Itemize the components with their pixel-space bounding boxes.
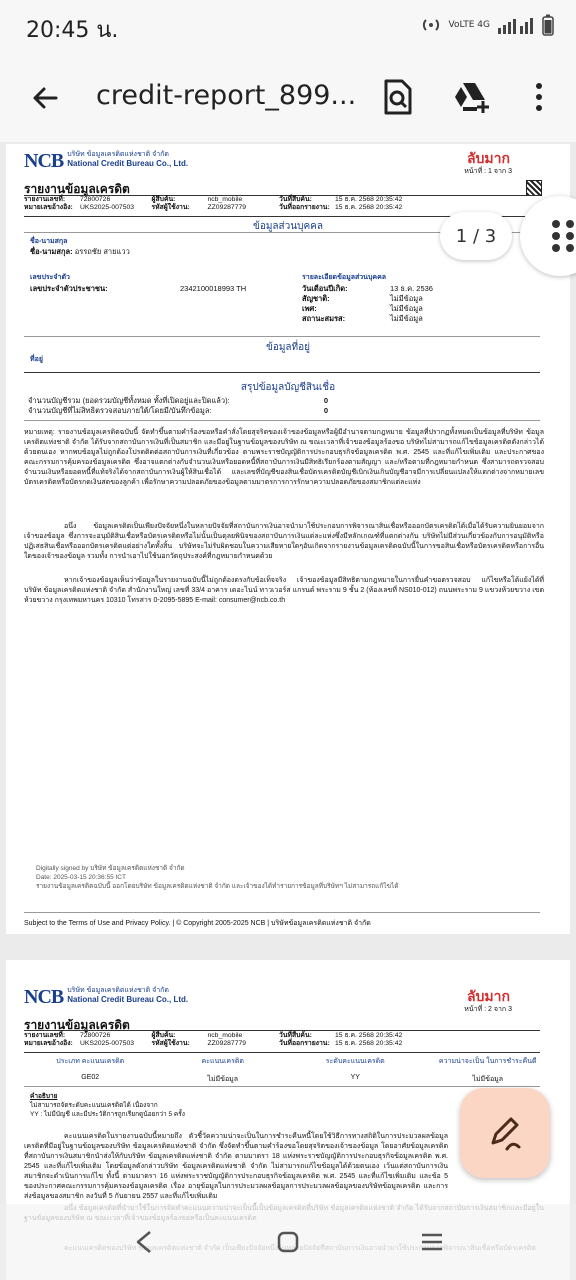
ncb-header [24, 150, 188, 173]
nationality-label: สัญชาติ: [302, 294, 330, 303]
divider [24, 420, 540, 421]
back-arrow-icon [26, 78, 66, 118]
score-header: คะแนนเครดิต [201, 1058, 244, 1065]
hotspot-icon [421, 15, 441, 35]
signature-line-3: รายงานข้อมูลเครดิตฉบับนี้ ออกโดยบริษัท ข้อมูลเครดิตแห่งชาติ จำกัด และเจ้าของได้ทำรายการข้อมูลที่บริษัทฯ ไม่สามารถแก้ไขได้ [36, 883, 399, 890]
repay-probability-header: ความน่าจะเป็น ในการชำระคืนดี [438, 1058, 537, 1065]
id-label: เลขประจำตัวประชาชน: [30, 284, 108, 293]
member: ncb_mobile [207, 1032, 243, 1039]
reference: UKS2025-007503 [80, 204, 135, 211]
more-options-button[interactable] [518, 76, 560, 118]
signal-icon [498, 16, 534, 34]
total-accounts-label: จำนวนบัญชีรวม (ยอดรวมบัญชีทั้งหมด ทั้งที่เปิดอยู่และปิดแล้ว): [28, 396, 230, 405]
page-number: หน้าที่ : 2 จาก 3 [464, 1006, 512, 1013]
navigation-bar [0, 1204, 576, 1280]
member: ncb_mobile [207, 196, 243, 203]
dob: 13 ธ.ค. 2536 [390, 284, 433, 293]
user-label: รหัสผู้ใช้งาน: [151, 1040, 190, 1047]
status-bar [0, 0, 576, 52]
battery-icon [542, 14, 554, 36]
back-button[interactable] [26, 78, 66, 118]
company-name-th: บริษัท ข้อมูลเครดิตแห่งชาติ จำกัด [67, 151, 169, 158]
score-level-header: ระดับคะแนนเครดิต [325, 1058, 385, 1065]
ncb-logo: NCB [24, 150, 64, 172]
search-in-document-button[interactable] [376, 76, 418, 118]
company-name-en: National Credit Bureau Co., Ltd. [67, 995, 189, 1004]
divider [24, 336, 540, 337]
total-accounts: 0 [323, 396, 328, 405]
divider [24, 912, 540, 913]
personal-section-header: ข้อมูลส่วนบุคคล [253, 221, 323, 232]
grid-dots-icon [550, 218, 576, 258]
marital-label: สถานะสมรส: [302, 314, 346, 323]
inquiry-date: 15 ธ.ค. 2568 20:35:42 [335, 196, 403, 203]
save-to-drive-button[interactable] [450, 76, 492, 118]
disclaimer-paragraph-2: อนึ่ง ข้อมูลเครดิตเป็นเพียงปัจจัยหนึ่งในหลายปัจจัยที่สถาบันการเงินอาจนำมาใช้ประกอบการพิจารณาสินเชื่อหรือออกบัตรเครดิตได้เมื่อได้รับความยินยอมจากเจ้าของข้อมูล ซึ่งการจะอนุมัติสินเชื่อหรือบัตรเครดิตหรือไม่นั้นเป็นดุลยพินิจของสถาบันการเงินแต่ละแห่งซึ่งมีหลักเกณฑ์ที่แตกต่างกัน บริษัทไม่มีส่วนเกี่ยวข้องกับการอนุมัติหรือปฏิเสธสินเชื่อหรือออกบัตรเครดิตแต่อย่างใดทั้งสิ้น บริษัทจะไม่รับผิดชอบในความเสียหายใดๆอันเกิดจากรายงานข้อมูลเครดิตฉบับนี้ในการขอสินเชื่อหรือบัตรเครดิตหรือการอื่นใดของเจ้าของข้อมูล รวมทั้ง การนำเอาไปใช้นอกวัตถุประสงค์ที่กฎหมายกำหนดด้วย [24, 523, 544, 560]
qr-code-icon [526, 180, 542, 196]
reference-label: หมายเลขอ้างอิง: [24, 204, 73, 211]
ncb-logo: NCB [24, 986, 64, 1008]
score-paragraph-1: คะแนนเครดิตในรายงานฉบับนี้หมายถึง ตัวชี้วัดความน่าจะเป็นในการชำระคืนหนี้โดยใช้วิธีการทางสถิติในการประมวลผลข้อมูลเครดิตที่มีอยู่ในฐานข้อมูลของบริษัท ข้อมูลเครดิตแห่งชาติ จำกัด ซึ่งจัดทำขึ้นตามคำร้องขอโดยสุจริตของเจ้าของข้อมูล โดยอาศัยข้อมูลเครดิตที่สถาบันการเงินสมาชิกนำส่งให้กับบริษัท ข้อมูลเครดิตแห่งชาติ จำกัด ตามมาตรา 18 แห่งพระราชบัญญัติการประกอบธุรกิจข้อมูลเครดิต พ.ศ. 2545 และที่แก้ไขเพิ่มเติม โดยข้อมูลดังกล่าวบริษัท ข้อมูลเครดิตแห่งชาติ จำกัด ไม่สามารถแก้ไขข้อมูลได้ด้วยตนเอง เว้นแต่สถาบันการเงินสมาชิกจะดำเนินการแก้ไข ทั้งนี้ ตามมาตรา 16 แห่งพระราชบัญญัติการประกอบธุรกิจข้อมูลเครดิต พ.ศ. 2545 และที่แก้ไขเพิ่มเติม และข้อ 5 ของประกาศคณะกรรมการคุ้มครองข้อมูลเครดิต เรื่อง อายุข้อมูลในการประมวลผลข้อมูลการประมวลผลข้อมูลของบริษัทข้อมูลเครดิต และการส่งข้อมูลของสมาชิก ลงวันที่ 5 กันยายน 2557 และที่แก้ไขเพิ่มเติม [24, 1133, 448, 1200]
report-date: 15 ธ.ค. 2568 20:35:42 [335, 1040, 403, 1047]
reference: UKS2025-007503 [80, 1040, 135, 1047]
score: ไม่มีข้อมูล [207, 1076, 239, 1083]
explain-line-1: ไม่สามารถจัดระดับคะแนนเครดิตได้ เนื่องจาก [30, 1102, 158, 1109]
score-table-row [24, 1074, 554, 1085]
report-title: รายงานข้อมูลเครดิต [24, 182, 130, 196]
explain-title: คำอธิบาย [30, 1093, 58, 1100]
address-section-header: ข้อมูลที่อยู่ [265, 342, 311, 353]
company-name-en: National Credit Bureau Co., Ltd. [67, 159, 189, 168]
member-label: ผู้สืบค้น: [151, 196, 176, 203]
nav-recents-button[interactable] [416, 1226, 448, 1258]
user-label: รหัสผู้ใช้งาน: [151, 204, 190, 211]
nav-home-icon [276, 1230, 300, 1254]
report-info [24, 1032, 534, 1048]
clock: 20:45 น. [26, 18, 119, 43]
score-type: GE02 [81, 1074, 100, 1081]
page-indicator: 1 / 3 [440, 212, 512, 260]
report-title: รายงานข้อมูลเครดิต [24, 1018, 130, 1032]
confidential-label: ลับมาก [466, 988, 510, 1004]
report-date-label: วันที่ออกรายงาน: [279, 204, 330, 211]
marital: ไม่มีข้อมูล [390, 314, 423, 323]
score-level: YY [350, 1074, 360, 1081]
system-icons [421, 14, 554, 36]
report-date-label: วันที่ออกรายงาน: [279, 1040, 330, 1047]
nationality: ไม่มีข้อมูล [390, 294, 423, 303]
network-label: VoLTE 4G [448, 20, 490, 30]
search-document-icon [380, 79, 414, 115]
nav-recents-icon [420, 1232, 444, 1252]
repay-probability: ไม่มีข้อมูล [472, 1076, 504, 1083]
app-bar [0, 52, 576, 142]
divider [24, 372, 540, 373]
signature-line-2: Date: 2025-03-15 20:36:55 ICT [36, 874, 126, 881]
id-value: 2342100018993 TH [180, 284, 247, 293]
nav-back-icon [134, 1230, 154, 1254]
divider [24, 1030, 540, 1031]
page-footer: Subject to the Terms of Use and Privacy Policy. | © Copyright 2005-2025 NCB | บริษัทข้อมูลเครดิตแห่งชาติ จำกัด [24, 920, 371, 927]
pen-edit-icon [485, 1113, 525, 1153]
no-right-accounts-label: จำนวนบัญชีที่ไม่สิทธิตรวจสอบภายใต้/โดยมี/บันทึกข้อมูล: [28, 406, 212, 415]
dob-label: วันเดือนปีเกิด: [302, 284, 348, 293]
disclaimer-paragraph-1: หมายเหตุ: รายงานข้อมูลเครดิตฉบับนี้ จัดทำขึ้นตามคำร้องขอหรือคำสั่งโดยสุจริตของเจ้าของข้อมูลหรือผู้มีอำนาจตามกฎหมาย ข้อมูลที่ปรากฏทั้งหมดเป็นข้อมูลที่บริษัท ข้อมูลเครดิตแห่งชาติ จำกัด ได้รับจากสถาบันการเงินที่เป็นสมาชิก และมีอยู่ในฐานข้อมูลของบริษัท ณ ขณะเวลาที่เจ้าของข้อมูลร้องขอ บริษัทไม่สามารถแก้ไขข้อมูลเครดิตดังกล่าวได้ด้วยตนเอง หากพบข้อมูลไม่ถูกต้องโปรดติดต่อสถาบันการเงินที่เกี่ยวข้อง ตามพระราชบัญญัติการประกอบธุรกิจข้อมูลเครดิต พ.ศ. 2545 และที่แก้ไขเพิ่มเติม และประกาศของคณะกรรมการคุ้มครองข้อมูลเครดิต ซึ่งอาจแตกต่างกับจำนวนเงินหรือยอดหนี้ที่สถาบันการเงินมีสิทธิเรียกร้องตามสัญญา และ/หรือตามที่กฎหมายกำหนด ซึ่งสามารถตรวจสอบจำนวนเงินหรือยอดหนี้ที่แท้จริงได้จากสถาบันการเงินผู้ให้สินเชื่อได้ และเลขที่บัญชีของสินเชื่อบัตรเครดิตบัญชีเบิกเงินเกินบัญชีอาจมีการเปลี่ยนแปลงให้แตกต่างจากหมายเลขบัตรเครดิตหรือบัตรกดเงินสดของลูกค้า เพื่อรักษาความปลอดภัยของข้อมูลตามมาตรการการรักษาความปลอดภัยของสมาชิกแต่ละแห่ง [24, 429, 544, 486]
nav-home-button[interactable] [272, 1226, 304, 1258]
divider [24, 1052, 540, 1053]
pdf-page-1 [6, 144, 570, 934]
score-type-header: ประเภท คะแนนเครดิต [56, 1058, 125, 1065]
gender-label: เพศ: [302, 304, 317, 313]
report-date: 15 ธ.ค. 2568 20:35:42 [335, 204, 403, 211]
report-no-label: รายงานเลขที่: [24, 1032, 66, 1039]
id-section-label: เลขประจำตัว [30, 274, 70, 281]
annotate-fab[interactable] [460, 1088, 550, 1178]
inquiry-date: 15 ธ.ค. 2568 20:35:42 [335, 1032, 403, 1039]
signature-line-1: Digitally signed by บริษัท ข้อมูลเครดิตแห่งชาติ จำกัด [36, 865, 185, 872]
report-info [24, 196, 534, 212]
more-vert-icon [534, 82, 544, 112]
ncb-header [24, 986, 188, 1009]
confidential-label: ลับมาก [466, 150, 510, 166]
explain-line-2: YY : ไม่มีบัญชี และมีประวัติการถูกเรียกดูน้อยกว่า 5 ครั้ง [30, 1111, 185, 1118]
page-number: หน้าที่ : 1 จาก 3 [464, 168, 512, 175]
divider [24, 1086, 540, 1087]
member-label: ผู้สืบค้น: [151, 1032, 176, 1039]
document-title: credit-report_899... [96, 80, 357, 111]
name-label: ชื่อ-นามสกุล: [30, 247, 73, 256]
no-right-accounts: 0 [323, 406, 328, 415]
score-table-header [24, 1056, 554, 1067]
report-no: 72800726 [80, 196, 111, 203]
report-no: 72800726 [80, 1032, 111, 1039]
nav-back-button[interactable] [128, 1226, 160, 1258]
reference-label: หมายเลขอ้างอิง: [24, 1040, 73, 1047]
full-name: อรรถชัย สายแวว [74, 247, 130, 256]
gender: ไม่มีข้อมูล [390, 304, 423, 313]
detail-section-label: รายละเอียดข้อมูลส่วนบุคคล [302, 274, 387, 281]
inquiry-date-label: วันที่สืบค้น: [279, 196, 312, 203]
user: ZZ09287779 [207, 1040, 247, 1047]
inquiry-date-label: วันที่สืบค้น: [279, 1032, 312, 1039]
report-no-label: รายงานเลขที่: [24, 196, 66, 203]
user: ZZ09287779 [207, 204, 247, 211]
address-label: ที่อยู่ [30, 356, 43, 363]
name-section-label: ชื่อ-นามสกุล [30, 238, 68, 245]
summary-section-header: สรุปข้อมูลบัญชีสินเชื่อ [240, 382, 336, 393]
company-name-th: บริษัท ข้อมูลเครดิตแห่งชาติ จำกัด [67, 987, 169, 994]
disclaimer-paragraph-3: หากเจ้าของข้อมูลเห็นว่าข้อมูลในรายงานฉบับนี้ไม่ถูกต้องตรงกับข้อเท็จจริง เจ้าของข้อมูลมีสิทธิตามกฎหมายในการยื่นคำขอตรวจสอบ แก้ไขหรือโต้แย้งได้ที่ บริษัท ข้อมูลเครดิตแห่งชาติ จำกัด สำนักงานใหญ่ เลขที่ 33/4 อาคาร เดอะไนน์ ทาวเวอร์ส แกรนด์ พระราม 9 ชั้น 2 (ห้องเลขที่ NS010-012) ถนนพระราม 9 แขวงห้วยขวาง เขตห้วยขวาง กรุงเทพมหานคร 10310 โทรสาร 0-2095-5895 E-mail: consumer@ncb.co.th [24, 577, 544, 604]
drive-add-icon [451, 79, 491, 115]
